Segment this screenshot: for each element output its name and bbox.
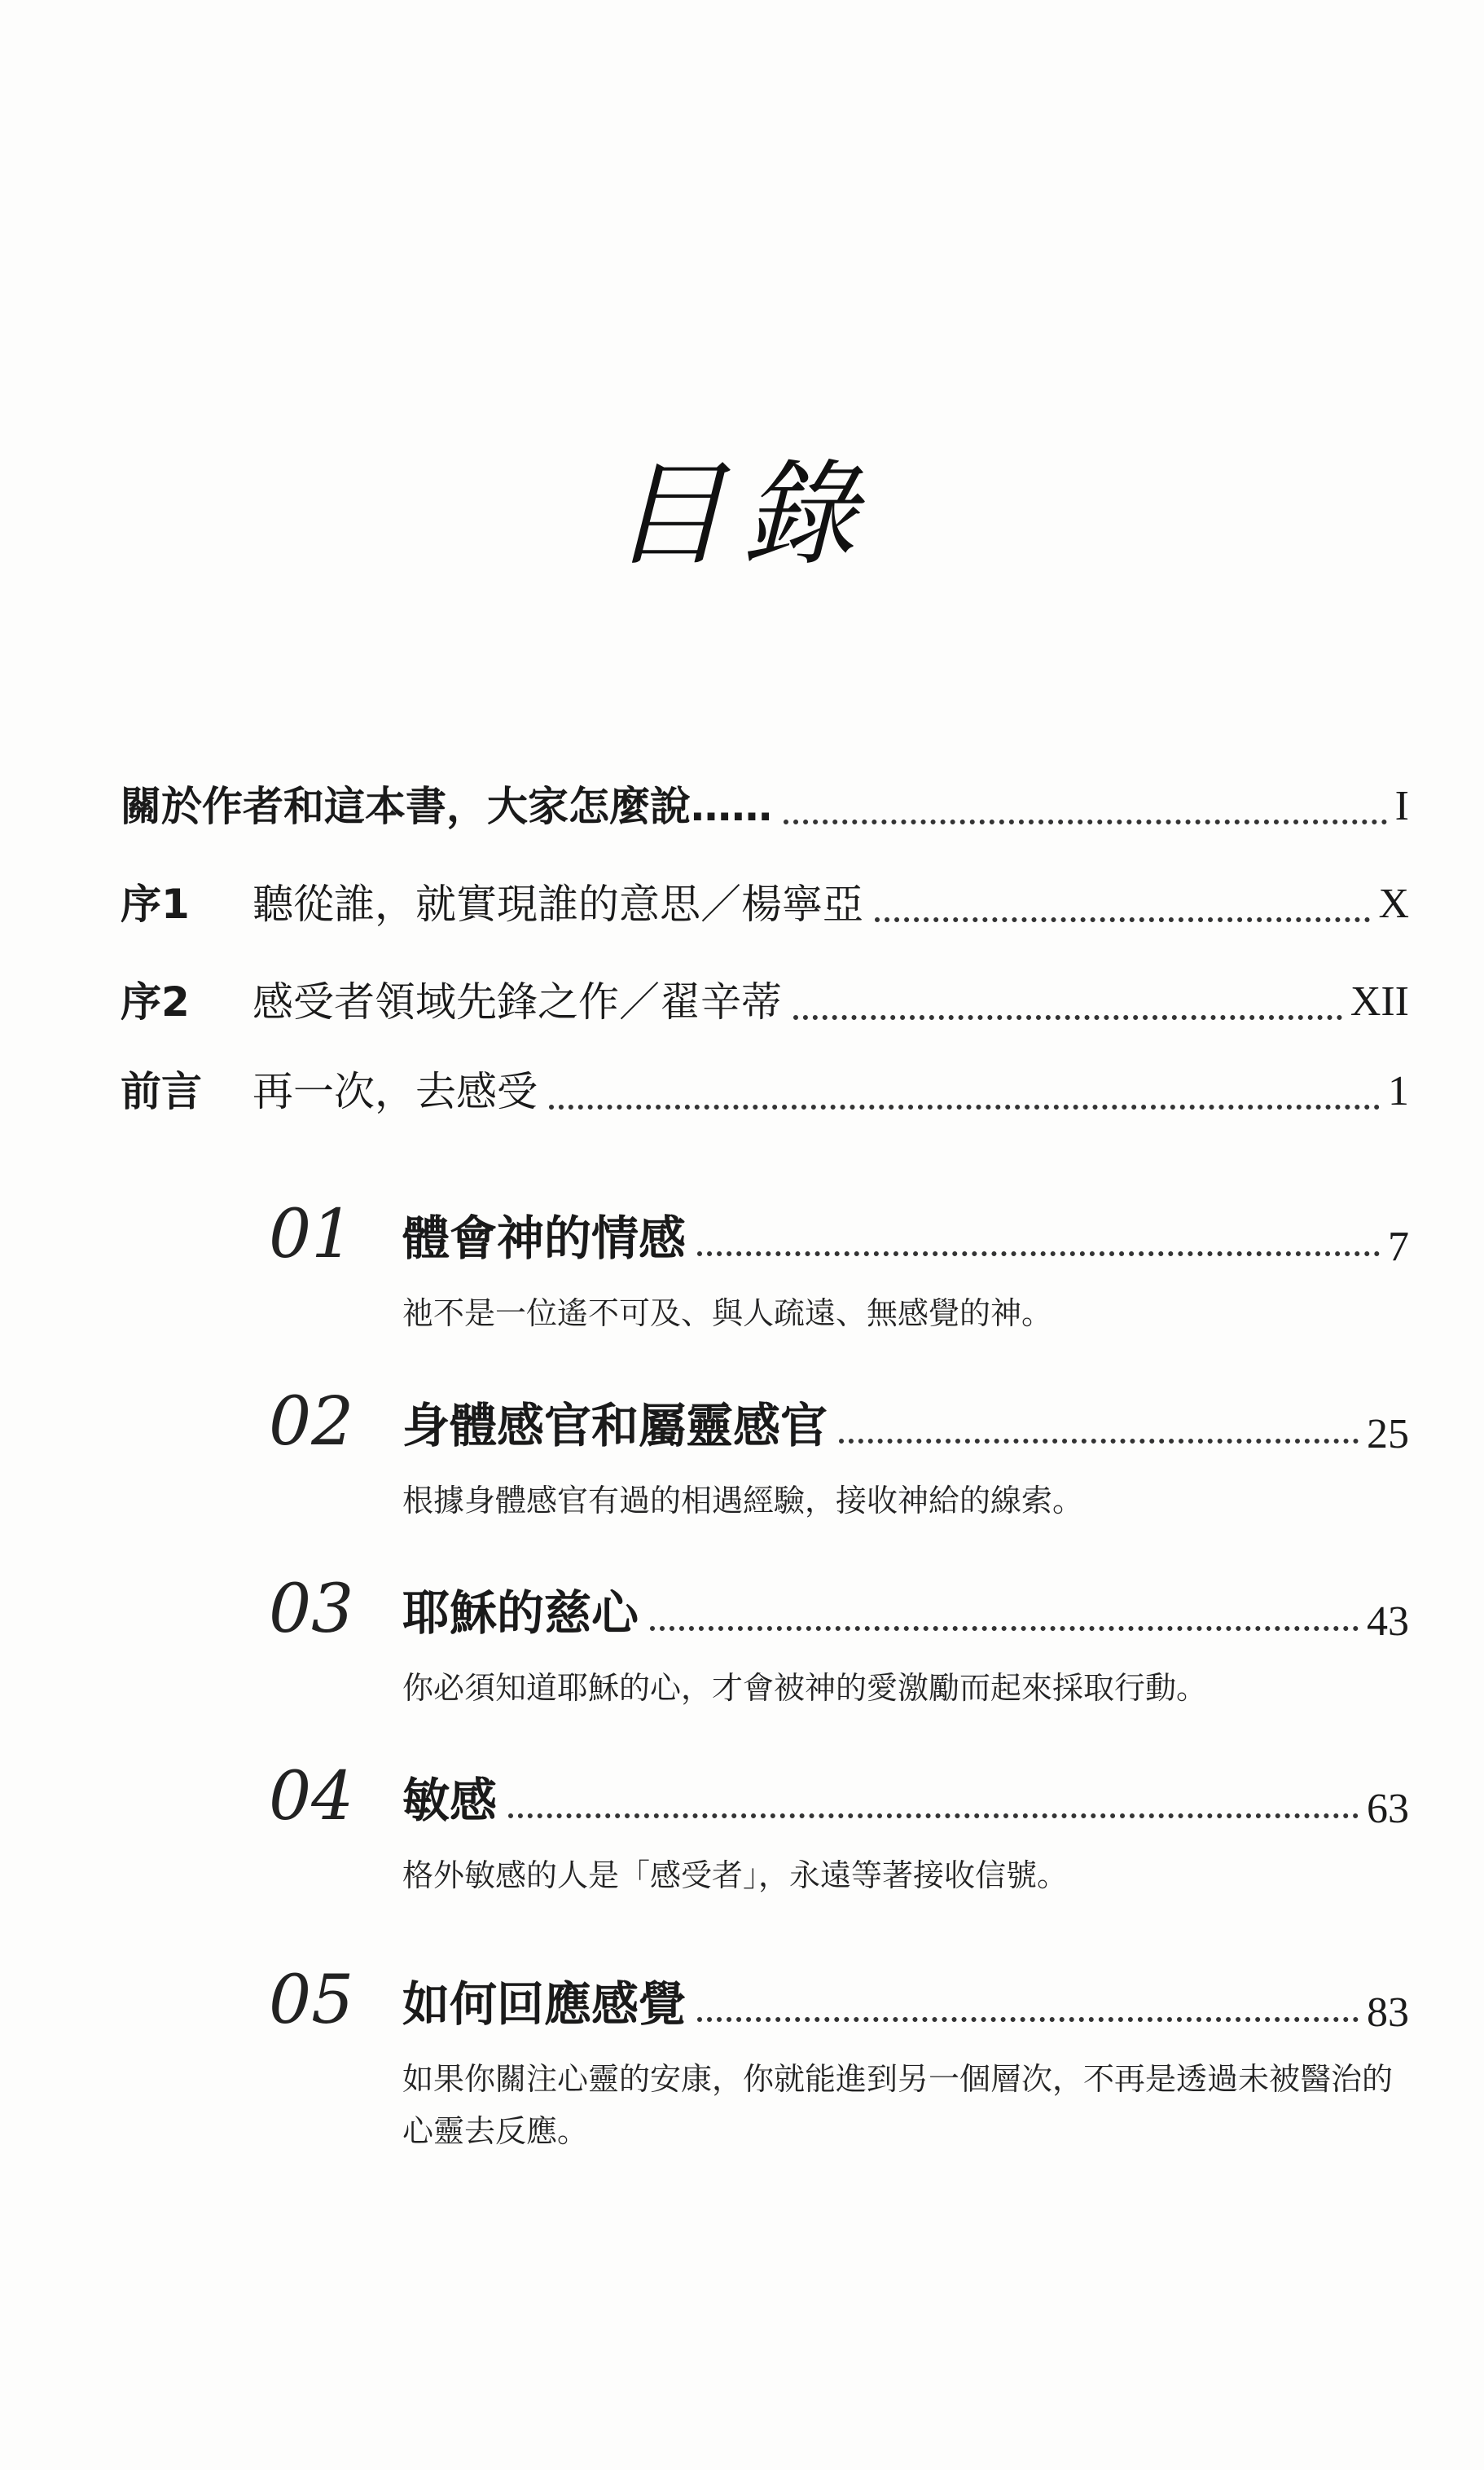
dot-leader [549, 1105, 1380, 1110]
chapter-title: 如何回應感覺 [402, 1976, 687, 2032]
chapter-title: 體會神的情感 [402, 1211, 687, 1266]
toc-entry-title: 再一次，去感受 [252, 1068, 538, 1115]
toc-page-number: X [1378, 881, 1409, 927]
toc-page-number: 63 [1367, 1786, 1409, 1832]
chapter-title: 敏感 [402, 1773, 498, 1828]
chapter-title: 身體感官和屬靈感官 [402, 1398, 828, 1453]
dot-leader [697, 2017, 1359, 2022]
toc-page-number: 1 [1388, 1068, 1409, 1114]
toc-entry-label: 前言 [121, 1068, 202, 1115]
dot-leader [784, 820, 1387, 824]
toc-entry-preface-2[interactable] [121, 969, 1409, 1035]
chapter-description: 格外敏感的人是「感受者」，永遠等著接收信號。 [402, 1857, 1069, 1893]
dot-leader [793, 1015, 1342, 1020]
chapter-number: 03 [269, 1571, 354, 1648]
chapter-description: 如果你關注心靈的安康，你就能進到另一個層次，不再是透過未被醫治的心靈去反應。 [402, 2061, 1394, 2149]
chapter-description: 你必須知道耶穌的心，才會被神的愛激勵而起來採取行動。 [402, 1670, 1208, 1706]
chapter-description: 根據身體感官有過的相遇經驗，接收神給的線索。 [402, 1483, 1084, 1518]
toc-entry-title: 關於作者和這本書，大家怎麼說…… [121, 783, 772, 830]
dot-leader [697, 1251, 1380, 1256]
toc-page-number: 7 [1388, 1224, 1409, 1270]
toc-page-number: 43 [1367, 1598, 1409, 1645]
toc-entry-label: 序2 [121, 978, 190, 1026]
toc-page-number: XII [1350, 978, 1409, 1025]
chapter-number: 05 [269, 1962, 354, 2039]
toc-entry-about[interactable] [121, 774, 1409, 839]
toc-entry-preface-1[interactable] [121, 872, 1409, 937]
toc-entry-foreword[interactable] [121, 1059, 1409, 1124]
toc-page-number: 83 [1367, 1989, 1409, 2036]
chapter-number: 04 [269, 1758, 354, 1835]
page-title: 目錄 [611, 449, 872, 582]
chapter-title: 耶穌的慈心 [402, 1585, 639, 1641]
toc-page-number: 25 [1367, 1411, 1409, 1457]
chapter-description: 祂不是一位遙不可及、與人疏遠、無感覺的神。 [402, 1295, 1053, 1331]
chapter-number: 01 [269, 1196, 354, 1273]
dot-leader [875, 917, 1370, 922]
dot-leader [650, 1626, 1359, 1631]
chapter-number: 02 [269, 1383, 354, 1461]
dot-leader [839, 1439, 1359, 1444]
toc-entry-title: 聽從誰，就實現誰的意思／楊寧亞 [252, 881, 863, 928]
toc-entry-label: 序1 [121, 881, 190, 928]
dot-leader [508, 1813, 1359, 1818]
toc-entry-title: 感受者領域先鋒之作／翟辛蒂 [252, 978, 782, 1026]
toc-page-number: I [1394, 783, 1409, 829]
